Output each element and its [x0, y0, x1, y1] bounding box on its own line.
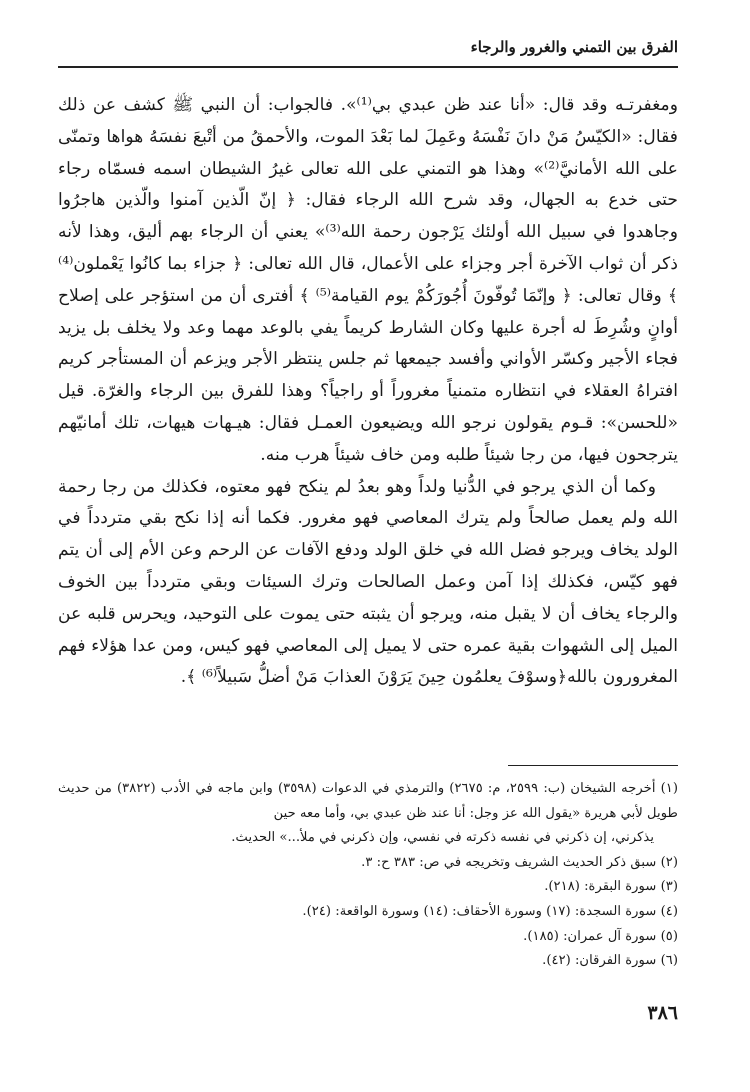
footnote: (٢) سبق ذكر الحديث الشريف وتخريجه في ص: ٣٨٣ ح: ٣. — [361, 854, 678, 870]
main-text — [58, 90, 678, 694]
footnote-text: (١) أخرجه الشيخان (ب: ٢٥٩٩، م: ٢٦٧٥) والترمذي في الدعوات (٣٥٩٨) وابن ماجه في الأدب (٣٨٢٢) من حديث طويل لأبي هريرة «يقول الله عز وجل: أنا عند ظن عبدي بي، وأما معه حين — [58, 781, 678, 821]
footnote: (٤) سورة السجدة: (١٧) وسورة الأحقاف: (١٤) وسورة الواقعة: (٢٤). — [302, 903, 678, 919]
footnote-divider — [508, 765, 678, 766]
paragraph: ومغفرتـه وقد قال: «أنا عند ظن عبدي بي⁽¹⁾». فالجواب: أن النبي ﷺ كشف عن ذلك فقال: «الكيّسُ مَنْ دانَ نَفْسَهُ وعَمِلَ لما بَعْدَ الموت، والأحمقُ من أتْبعَ نفسَهُ هواها وتمنّى على الله الأمانيَّ⁽²⁾» وهذا هو التمني على الله تعالى غيرُ الشيطان اسمه فسمّاه رجاء حتى خدع به الجهال، وقد شرح الله الرجاء فقال: ﴿ إنّ الّذين آمنوا والّذين هاجرُوا وجاهدوا في سبيل الله أولئك يَرْجون رحمة الله⁽³⁾» يعني أن الرجاء بهم أليق، وهذا لأنه ذكر أن ثواب الآخرة أجر وجزاء على الأعمال، قال الله تعالى: ﴿ جزاء بما كانُوا يَعْملون⁽⁴⁾ ﴾ وقال تعالى: ﴿ وإنّمَا تُوفّونَ أُجُورَكُمْ يوم القيامة⁽⁵⁾ ﴾ أفترى أن من استؤجر على إصلاح أوانٍ وشُرِطَ له أجرة عليها وكان الشارط كريماً يفي بالوعد مهما وعد ولا يخلف بل يزيد فجاء الأجير وكسّر الأواني وأفسد جيمعها ثم جلس ينتظر الأجر ويزعم أن المستأجر كريم افتراهُ العقلاء في انتظاره متمنياً مغروراً أو راجياً؟ وهذا للفرق بين الرجاء والغرّة. قيل «للحسن»: قـوم يقولون نرجو الله ويضيعون العمـل فقال: هيـهات هيهات، تلك أمانيّهم يترجحون فيها، من رجا شيئاً طلبه ومن خاف شيئاً هرب منه. — [58, 95, 679, 465]
footnote: (٣) سورة البقرة: (٢١٨). — [544, 879, 678, 895]
footnote: (٥) سورة آل عمران: (١٨٥). — [523, 928, 678, 944]
paragraph: وكما أن الذي يرجو في الدُّنيا ولداً وهو بعدُ لم ينكح فهو معتوه، فكذلك من رجا رحمة الله ولم يعمل صالحاً ولم يترك المعاصي فهو مغرور. فكما أنه إذا نكح بقي متردداً في الولد يخاف ويرجو فضل الله في خلق الولد ودفع الآفات عن الرحم وعن الأم إلى أن يتم فهو كيّس، فكذلك إذا آمن وعمل الصالحات وترك السيئات وبقي متردداً بين الخوف والرجاء يخاف أن لا يقبل منه، ويرجو أن يثبته حتى يموت على التوحيد، ويحرس قلبه عن الميل إلى الشهوات بقية عمره حتى لا يميل إلى المعاصي فهو كيس، ومن عدا هؤلاء فهم المغرورون بالله﴿وسوْفَ يعلمُون حِينَ يَرَوْنَ العذابَ مَنْ أضلُّ سَبيلاً⁽⁶⁾ ﴾. — [58, 476, 678, 688]
page-number: ٣٨٦ — [647, 1002, 678, 1024]
footnotes — [58, 777, 678, 974]
footnote-continuation: يذكرني، إن ذكرني في نفسه ذكرته في نفسي، وإن ذكرني في ملأ...» الحديث. — [231, 830, 654, 846]
footnote — [58, 777, 678, 851]
running-header — [58, 36, 678, 68]
chapter-title: الفرق بين التمني والغرور والرجاء — [470, 38, 678, 56]
footnote: (٦) سورة الفرقان: (٤٢). — [542, 953, 678, 969]
